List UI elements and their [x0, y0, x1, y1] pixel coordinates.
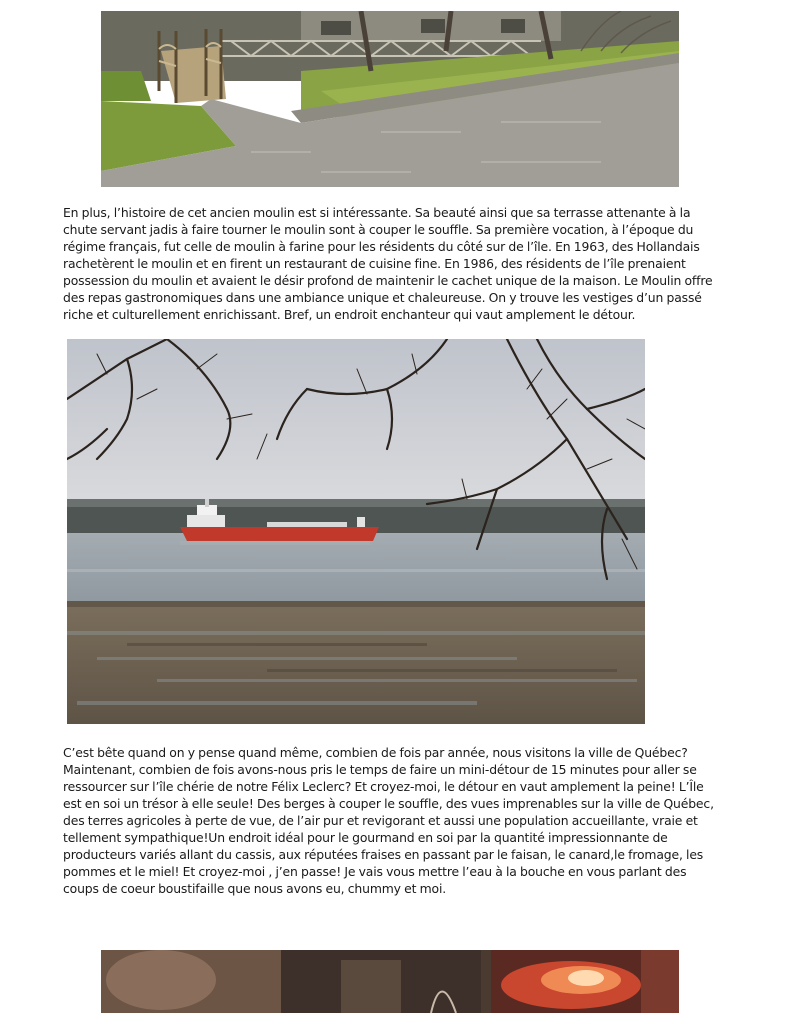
- mill-path-photo: [101, 11, 679, 187]
- kitchen-fire-photo: [101, 950, 679, 1013]
- river-ship-photo: [67, 339, 645, 724]
- article-paragraph-mill-history: En plus, l’histoire de cet ancien moulin est si intéressante. Sa beauté ainsi que sa terrasse attenante à la chute servant jadis à faire tourner le moulin sont à couper le souffle. Sa première vocation, à l’époque du régime français, fut celle de moulin à farine pour les résidents du côté sur de l’île. En 1963, des Hollandais rachetèrent le moulin et en firent un restaurant de cuisine fine. En 1986, des résidents de l’île prenaient possession du moulin et avaient le désir profond de maintenir le cachet unique de la maison. Le Moulin offre des repas gastronomiques dans une ambiance unique et chaleureuse. On y trouve les vestiges d’un passé riche et culturellement enrichissant. Bref, un endroit enchanteur qui vaut amplement le détour.: [63, 205, 713, 322]
- article-paragraph-island: C’est bête quand on y pense quand même, combien de fois par année, nous visitons la ville de Québec? Maintenant, combien de fois avons-nous pris le temps de faire un mini-détour de 15 minutes pour aller se ressourcer sur l’île chérie de notre Félix Leclerc? Et croyez-moi, le détour en vaut amplement la peine! L’Île est en soi un trésor à elle seule! Des berges à couper le souffle, des vues imprenables sur la ville de Québec, des terres agricoles à perte de vue, de l’air pur et revigorant et aussi une population accueillante, vraie et tellement sympathique!Un endroit idéal pour le gourmand en soi par la quantité impressionnante de producteurs variés allant du cassis, aux réputées fraises en passant par le faisan, le canard,le fromage, les pommes et le miel! Et croyez-moi , j’en passe! Je vais vous mettre l’eau à la bouche en vous parlant des coups de coeur boustifaille que nous avons eu, chummy et moi.: [63, 745, 714, 896]
